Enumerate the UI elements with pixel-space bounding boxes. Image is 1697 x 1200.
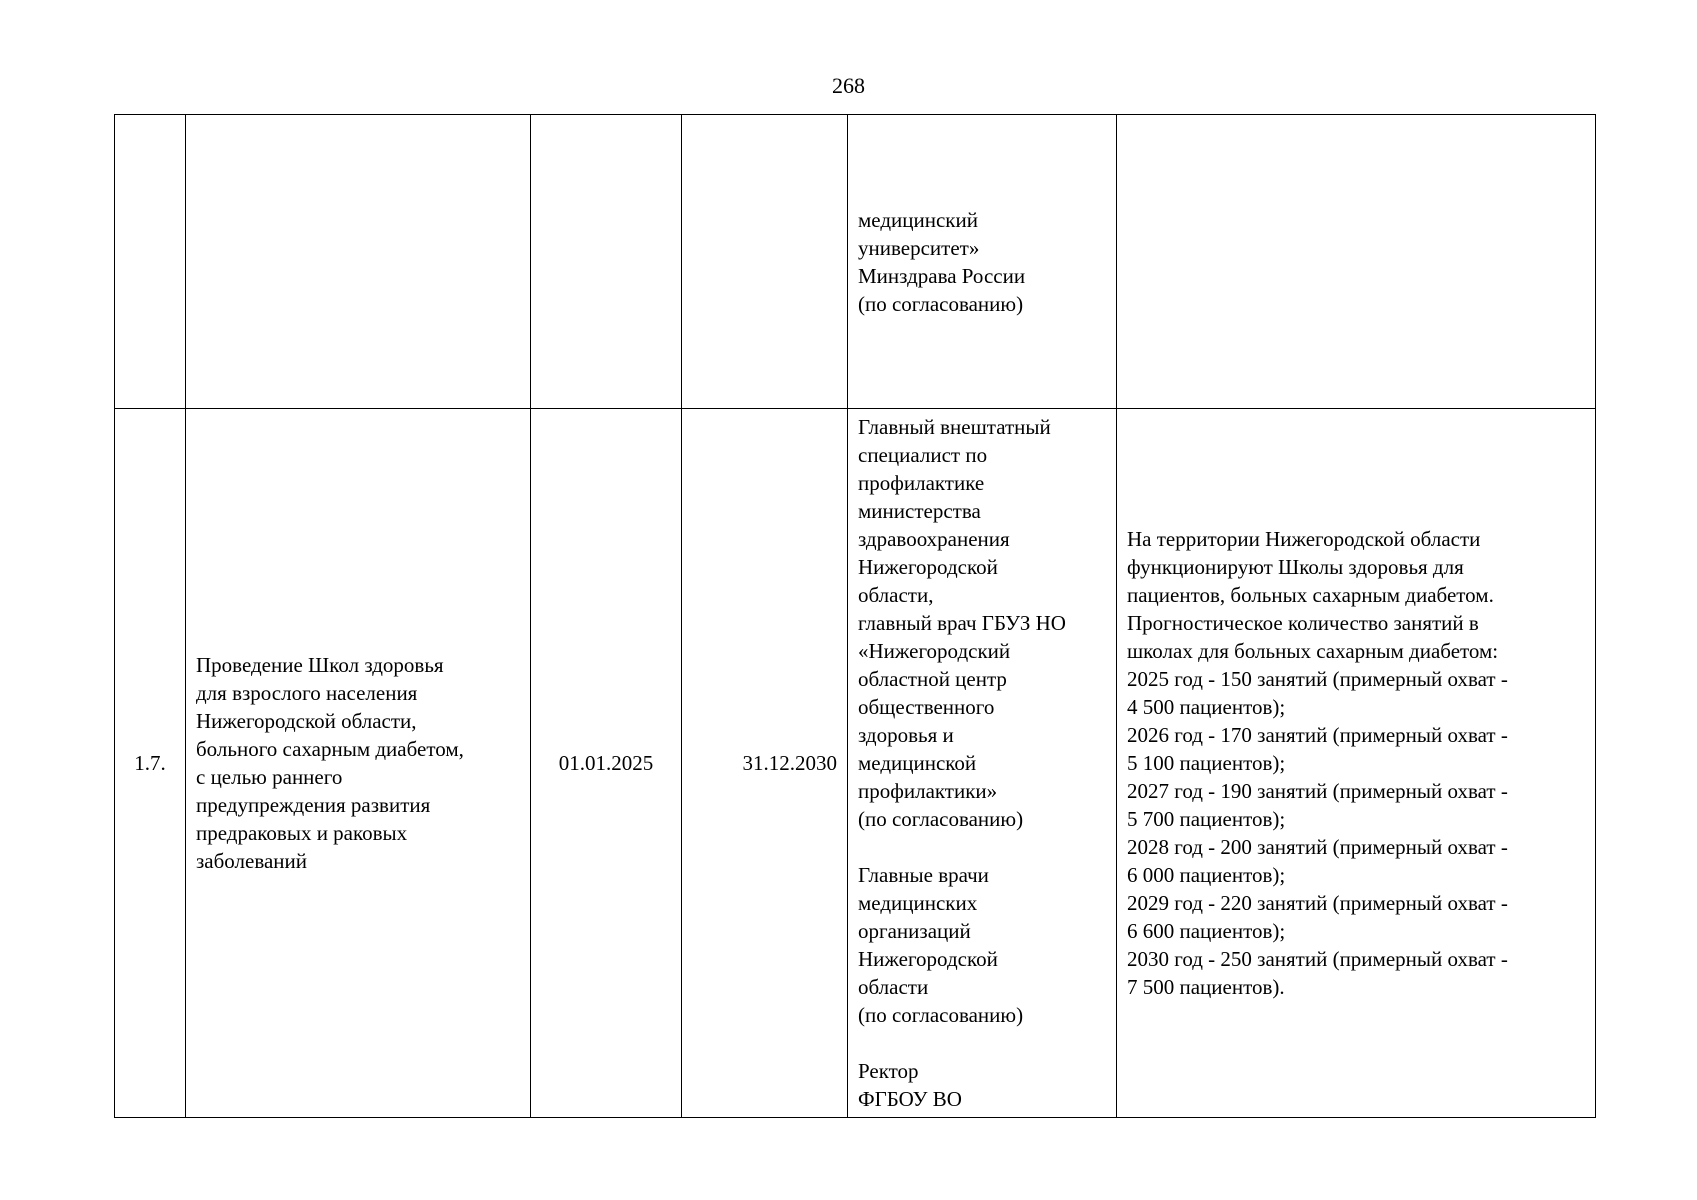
text-line: (по согласованию) xyxy=(858,291,1024,316)
text-line: На территории Нижегородской области xyxy=(1127,527,1481,551)
text-line: 2028 год - 200 занятий (примерный охват - xyxy=(1127,835,1508,859)
text-line: Главные врачи xyxy=(858,863,989,887)
number-cell xyxy=(115,115,186,409)
text-line: Главный внештатный xyxy=(858,415,1051,439)
text-line: области xyxy=(858,975,929,999)
measures-table xyxy=(114,114,1596,1118)
text-line: медицинских xyxy=(858,891,978,915)
text-line: медицинской xyxy=(858,751,977,775)
table-row-continuation xyxy=(115,115,1596,409)
text-line: для взрослого населения xyxy=(196,681,418,705)
text-line: здравоохранения xyxy=(858,527,1010,551)
text-line: 2025 год - 150 занятий (примерный охват - xyxy=(1127,667,1508,691)
text-line: профилактики» xyxy=(858,779,998,803)
text-line: специалист по xyxy=(858,443,988,467)
text-line: 2027 год - 190 занятий (примерный охват - xyxy=(1127,779,1508,803)
result-cell xyxy=(1117,115,1596,409)
text-line: 5 700 пациентов); xyxy=(1127,807,1286,831)
item-start-date: 01.01.2025 xyxy=(531,409,682,1118)
text-line: ФГБОУ ВО xyxy=(858,1087,962,1111)
text-line: Ректор xyxy=(858,1059,919,1083)
text-line: школах для больных сахарным диабетом: xyxy=(1127,639,1499,663)
text-line: Прогностическое количество занятий в xyxy=(1127,611,1479,635)
text-line: больного сахарным диабетом, xyxy=(196,737,464,761)
text-line: министерства xyxy=(858,499,981,523)
start-date-cell xyxy=(531,115,682,409)
text-line: Нижегородской xyxy=(858,555,998,579)
text-line: организаций xyxy=(858,919,971,943)
text-line: главный врач ГБУЗ НО xyxy=(858,611,1066,635)
text-line: с целью раннего xyxy=(196,765,343,789)
text-line: пациентов, больных сахарным диабетом. xyxy=(1127,583,1494,607)
responsible-group-1 xyxy=(858,413,1106,833)
text-line: (по согласованию) xyxy=(858,1003,1024,1027)
responsible-cell xyxy=(848,115,1117,409)
table-row-item-1-7 xyxy=(115,409,1596,1118)
text-line: 7 500 пациентов). xyxy=(1127,975,1285,999)
text-line: (по согласованию) xyxy=(858,807,1024,831)
responsible-group-3 xyxy=(858,1057,1106,1113)
text-line: предупреждения развития xyxy=(196,793,431,817)
text-line: предраковых и раковых xyxy=(196,821,408,845)
end-date-cell xyxy=(682,115,848,409)
text-line: профилактике xyxy=(858,471,985,495)
text-line: университет» xyxy=(858,235,980,260)
text-line: Проведение Школ здоровья xyxy=(196,653,444,677)
responsible-continuation xyxy=(858,206,1106,318)
title-cell xyxy=(186,115,531,409)
text-line: заболеваний xyxy=(196,849,307,873)
text-line: областной центр xyxy=(858,667,1007,691)
page-number: 268 xyxy=(832,73,865,98)
text-line: 5 100 пациентов); xyxy=(1127,751,1286,775)
text-line: здоровья и xyxy=(858,723,954,747)
item-title xyxy=(186,409,531,1118)
text-line: 2030 год - 250 занятий (примерный охват - xyxy=(1127,947,1508,971)
text-line: медицинский xyxy=(858,207,978,232)
text-line: 2026 год - 170 занятий (примерный охват - xyxy=(1127,723,1508,747)
item-responsible xyxy=(848,409,1117,1118)
text-line: Нижегородской xyxy=(858,947,998,971)
text-line: Нижегородской области, xyxy=(196,709,417,733)
item-result xyxy=(1117,409,1596,1118)
text-line: 4 500 пациентов); xyxy=(1127,695,1286,719)
text-line: 6 600 пациентов); xyxy=(1127,919,1286,943)
item-number: 1.7. xyxy=(115,409,186,1118)
text-line: функционируют Школы здоровья для xyxy=(1127,555,1464,579)
text-line: 6 000 пациентов); xyxy=(1127,863,1286,887)
responsible-group-2 xyxy=(858,861,1106,1029)
item-end-date: 31.12.2030 xyxy=(682,409,848,1118)
text-line: общественного xyxy=(858,695,995,719)
text-line: 2029 год - 220 занятий (примерный охват - xyxy=(1127,891,1508,915)
text-line: Минздрава России xyxy=(858,263,1026,288)
text-line: области, xyxy=(858,583,934,607)
text-line: «Нижегородский xyxy=(858,639,1011,663)
